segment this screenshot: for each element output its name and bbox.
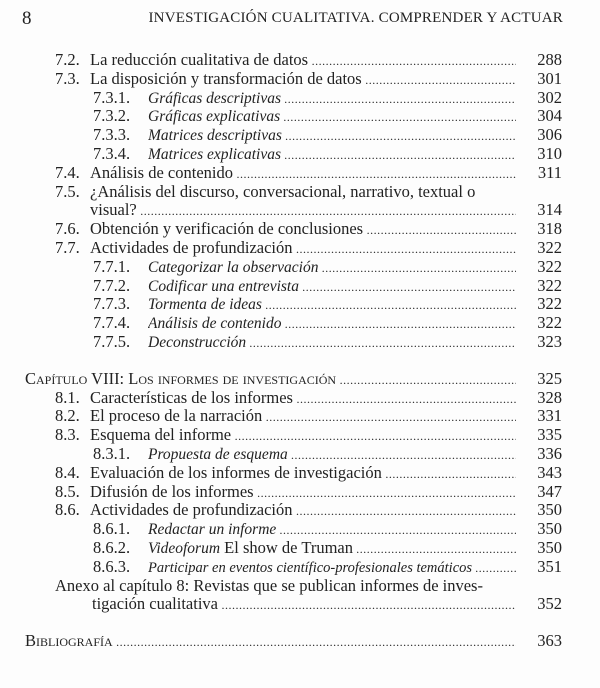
entry-number: 8.3.1. xyxy=(93,443,131,463)
entry-title: Difusión de los informes ..... xyxy=(90,483,516,503)
entry-number: 7.3.1. xyxy=(93,87,131,107)
entry-page: 314 xyxy=(537,200,562,220)
entry-number: 7.7.3. xyxy=(93,294,131,314)
entry-number: 7.6. xyxy=(55,219,80,239)
entry-number: 7.3. xyxy=(55,68,80,88)
entry-number: 7.7. xyxy=(55,237,80,257)
toc-entry xyxy=(0,239,600,258)
entry-page: 322 xyxy=(537,294,562,314)
entry-page: 350 xyxy=(537,519,562,539)
bibliography-title: Bibliografía ..... xyxy=(25,632,516,652)
toc-entry xyxy=(0,445,600,464)
entry-page: 363 xyxy=(537,631,562,651)
toc-entry xyxy=(0,107,600,126)
entry-page: 322 xyxy=(537,237,562,257)
entry-number: 8.5. xyxy=(55,481,80,501)
entry-title-italic: Videoforum xyxy=(148,539,221,557)
entry-page: 301 xyxy=(537,68,562,88)
entry-title: La disposición y transformación de datos ..... xyxy=(90,70,516,90)
entry-number: 7.3.3. xyxy=(93,125,131,145)
entry-page: 347 xyxy=(537,481,562,501)
entry-title: La reducción cualitativa de datos ..... xyxy=(90,51,516,71)
entry-page: 304 xyxy=(537,106,562,126)
toc-entry xyxy=(0,89,600,108)
bibliography-entry xyxy=(0,632,600,651)
entry-title: Categorizar la observación ..... xyxy=(148,259,516,278)
toc-entry xyxy=(0,220,600,239)
entry-number: 8.6. xyxy=(55,500,80,520)
entry-title: Actividades de profundización ..... xyxy=(90,239,516,259)
toc-entry xyxy=(0,183,600,202)
table-of-contents xyxy=(0,51,600,651)
toc-entry xyxy=(0,277,600,296)
annex-title-cont: tigación cualitativa ..... xyxy=(92,595,516,615)
entry-number: 8.4. xyxy=(55,462,80,482)
toc-entry xyxy=(0,501,600,520)
entry-page: 350 xyxy=(537,500,562,520)
entry-title: Actividades de profundización ..... xyxy=(90,501,516,521)
entry-number: 8.6.3. xyxy=(93,556,131,576)
toc-entry xyxy=(0,539,600,558)
entry-number: 7.3.4. xyxy=(93,143,131,163)
spacer xyxy=(0,352,600,370)
entry-page: 288 xyxy=(537,50,562,69)
entry-title: visual? ..... xyxy=(90,201,516,221)
entry-title: Evaluación de los informes de investigación ..... xyxy=(90,464,516,484)
entry-page: 306 xyxy=(537,125,562,145)
entry-page: 336 xyxy=(537,443,562,463)
entry-number: 8.1. xyxy=(55,387,80,407)
entry-page: 325 xyxy=(537,368,562,388)
entry-title: Redactar un informe ..... xyxy=(148,521,516,540)
entry-title: Análisis de contenido ..... xyxy=(90,164,516,184)
entry-page: 350 xyxy=(537,537,562,557)
toc-entry xyxy=(0,126,600,145)
entry-number: 8.6.1. xyxy=(93,519,131,539)
toc-entry xyxy=(0,558,600,577)
entry-title: Deconstrucción ..... xyxy=(148,334,516,353)
entry-title: Propuesta de esquema ..... xyxy=(148,446,516,465)
entry-page: 322 xyxy=(537,256,562,276)
entry-page: 311 xyxy=(537,162,562,182)
entry-number: 8.3. xyxy=(55,425,80,445)
page-number: 8 xyxy=(22,8,32,29)
chapter-heading xyxy=(0,370,600,389)
toc-entry xyxy=(0,407,600,426)
toc-entry xyxy=(0,333,600,352)
toc-entry xyxy=(0,51,600,70)
toc-entry xyxy=(0,389,600,408)
entry-number: 7.7.5. xyxy=(93,331,131,351)
toc-entry xyxy=(0,426,600,445)
entry-number: 7.2. xyxy=(55,50,80,69)
entry-page: 322 xyxy=(537,275,562,295)
toc-entry xyxy=(0,258,600,277)
entry-number: 7.4. xyxy=(55,162,80,182)
entry-title: El proceso de la narración ..... xyxy=(90,407,516,427)
entry-page: 335 xyxy=(537,425,562,445)
entry-page: 331 xyxy=(537,406,562,426)
toc-entry xyxy=(0,145,600,164)
entry-title: ¿Análisis del discurso, conversacional, narrativo, textual o xyxy=(90,182,476,201)
toc-entry xyxy=(0,483,600,502)
entry-title: Esquema del informe ..... xyxy=(90,426,516,446)
entry-page: 343 xyxy=(537,462,562,482)
running-title: INVESTIGACIÓN CUALITATIVA. COMPRENDER Y ACTUAR xyxy=(148,10,563,26)
toc-entry xyxy=(0,520,600,539)
entry-number: 7.5. xyxy=(55,181,80,201)
entry-title: Matrices explicativas ..... xyxy=(148,146,516,165)
annex-title: Anexo al capítulo 8: Revistas que se publican informes de inves- xyxy=(55,576,483,595)
entry-page: 322 xyxy=(537,313,562,333)
entry-page: 318 xyxy=(537,219,562,239)
toc-entry-continuation xyxy=(0,201,600,220)
annex-entry xyxy=(0,577,600,596)
toc-entry xyxy=(0,164,600,183)
entry-title: Participar en eventos científico-profesionales temáticos ..... xyxy=(148,559,516,578)
entry-title: Características de los informes ..... xyxy=(90,389,516,409)
entry-title: Matrices descriptivas ..... xyxy=(148,127,516,146)
entry-number: 8.2. xyxy=(55,406,80,426)
entry-page: 352 xyxy=(537,594,562,614)
entry-title-roman: El show de Truman xyxy=(220,538,353,557)
entry-title: Análisis de contenido ..... xyxy=(148,315,516,334)
entry-number: 7.7.4. xyxy=(93,313,131,333)
entry-number: 7.7.1. xyxy=(93,256,131,276)
entry-title xyxy=(148,539,516,559)
entry-number: 8.6.2. xyxy=(93,537,131,557)
toc-entry xyxy=(0,464,600,483)
toc-entry xyxy=(0,295,600,314)
entry-page: 302 xyxy=(537,87,562,107)
annex-entry-continuation xyxy=(0,595,600,614)
entry-page: 310 xyxy=(537,143,562,163)
entry-page: 351 xyxy=(537,556,562,576)
toc-entry xyxy=(0,314,600,333)
entry-title: Codificar una entrevista ..... xyxy=(148,278,516,297)
entry-title: Gráficas explicativas ..... xyxy=(148,108,516,127)
entry-number: 7.7.2. xyxy=(93,275,131,295)
entry-page: 323 xyxy=(537,331,562,351)
entry-title: Gráficas descriptivas ..... xyxy=(148,90,516,109)
entry-title: Tormenta de ideas ..... xyxy=(148,296,516,315)
entry-page: 328 xyxy=(537,387,562,407)
toc-entry xyxy=(0,70,600,89)
entry-title: Obtención y verificación de conclusiones ..... xyxy=(90,220,516,240)
spacer xyxy=(0,614,600,632)
chapter-title: Capítulo VIII: Los informes de investigación ..... xyxy=(25,370,516,390)
entry-number: 7.3.2. xyxy=(93,106,131,126)
